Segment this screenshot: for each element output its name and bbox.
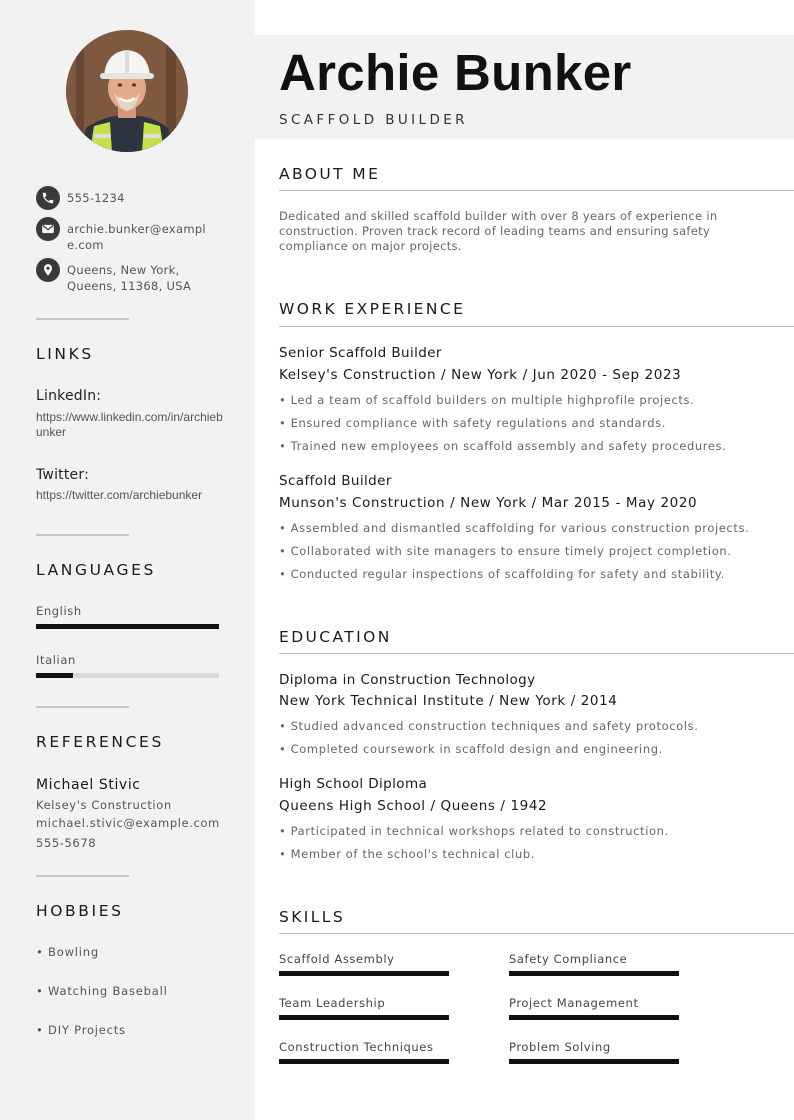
divider [36, 875, 129, 877]
hobbies-heading: HOBBIES [36, 902, 124, 920]
language-level-bar [36, 624, 219, 629]
twitter-label: Twitter: [36, 467, 89, 483]
skill-level-bar [509, 1015, 679, 1020]
degree-details: New York Technical Institute / New York / 2014 [279, 693, 618, 709]
language-name: Italian [36, 653, 76, 667]
divider [36, 706, 129, 708]
job-bullet: • Conducted regular inspections of scaffolding for safety and stability. [279, 567, 725, 581]
section-rule [279, 933, 794, 934]
divider [36, 534, 129, 536]
skill-level-bar [509, 971, 679, 976]
about-heading: ABOUT ME [279, 165, 381, 183]
reference-email[interactable]: michael.stivic@example.com [36, 816, 220, 830]
degree-title: Diploma in Construction Technology [279, 672, 536, 688]
references-heading: REFERENCES [36, 733, 164, 751]
skill-name: Safety Compliance [509, 952, 628, 966]
language-name: English [36, 604, 82, 618]
phone-icon [36, 186, 60, 210]
hobby-item: • Bowling [36, 945, 99, 959]
section-rule [279, 653, 794, 654]
reference-phone[interactable]: 555-5678 [36, 836, 97, 850]
skill-level-fill [279, 971, 449, 976]
hobby-item: • Watching Baseball [36, 984, 168, 998]
skill-level-fill [509, 971, 679, 976]
candidate-name: Archie Bunker [279, 44, 632, 101]
map-pin-icon [36, 258, 60, 282]
skill-name: Construction Techniques [279, 1040, 434, 1054]
phone-text[interactable]: 555-1234 [67, 191, 125, 205]
job-role: Senior Scaffold Builder [279, 345, 442, 361]
job-bullet: • Led a team of scaffold builders on multiple highprofile projects. [279, 393, 695, 407]
skill-level-bar [279, 1059, 449, 1064]
linkedin-link[interactable]: https://www.linkedin.com/in/archiebunker [36, 410, 223, 439]
education-bullet: • Member of the school's technical club. [279, 847, 536, 861]
email-text[interactable]: archie.bunker@example.com [67, 222, 206, 252]
education-heading: EDUCATION [279, 628, 392, 646]
language-level-fill [36, 673, 73, 678]
twitter-link[interactable]: https://twitter.com/archiebunker [36, 488, 203, 502]
education-bullet: • Completed coursework in scaffold design and engineering. [279, 742, 663, 756]
degree-title: High School Diploma [279, 776, 428, 792]
divider [36, 318, 129, 320]
job-bullet: • Collaborated with site managers to ensure timely project completion. [279, 544, 732, 558]
skill-level-fill [509, 1015, 679, 1020]
skill-level-fill [279, 1059, 449, 1064]
job-bullet: • Assembled and dismantled scaffolding for various construction projects. [279, 521, 750, 535]
skill-name: Project Management [509, 996, 639, 1010]
skill-level-bar [279, 971, 449, 976]
hobby-item: • DIY Projects [36, 1023, 126, 1037]
education-bullet: • Studied advanced construction techniques and safety protocols. [279, 719, 699, 733]
skill-level-bar [279, 1015, 449, 1020]
reference-company: Kelsey's Construction [36, 798, 172, 812]
language-level-fill [36, 624, 219, 629]
job-details: Munson's Construction / New York / Mar 2015 - May 2020 [279, 495, 698, 511]
section-rule [279, 326, 794, 327]
reference-name: Michael Stivic [36, 777, 141, 793]
address-text: Queens, New York, Queens, 11368, USA [67, 263, 192, 293]
skill-name: Scaffold Assembly [279, 952, 395, 966]
education-bullet: • Participated in technical workshops related to construction. [279, 824, 669, 838]
linkedin-label: LinkedIn: [36, 388, 102, 404]
job-bullet: • Trained new employees on scaffold assembly and safety procedures. [279, 439, 727, 453]
section-rule [279, 190, 794, 191]
skill-name: Problem Solving [509, 1040, 611, 1054]
skill-level-fill [509, 1059, 679, 1064]
language-level-bar [36, 673, 219, 678]
skill-level-bar [509, 1059, 679, 1064]
contact-address [36, 258, 207, 294]
envelope-icon [36, 217, 60, 241]
profile-photo [66, 30, 188, 152]
languages-heading: LANGUAGES [36, 561, 156, 579]
job-details: Kelsey's Construction / New York / Jun 2020 - Sep 2023 [279, 367, 682, 383]
job-role: Scaffold Builder [279, 473, 392, 489]
about-text: Dedicated and skilled scaffold builder with over 8 years of experience in construction. Proven track record of leading teams and ensuring safety compliance on major projects. [279, 209, 718, 254]
job-title: SCAFFOLD BUILDER [279, 112, 468, 128]
job-bullet: • Ensured compliance with safety regulations and standards. [279, 416, 667, 430]
links-heading: LINKS [36, 345, 94, 363]
contact-phone [36, 186, 217, 210]
skills-heading: SKILLS [279, 908, 346, 926]
degree-details: Queens High School / Queens / 1942 [279, 798, 548, 814]
contact-email [36, 217, 217, 253]
experience-heading: WORK EXPERIENCE [279, 300, 466, 318]
skill-name: Team Leadership [279, 996, 386, 1010]
skill-level-fill [279, 1015, 449, 1020]
